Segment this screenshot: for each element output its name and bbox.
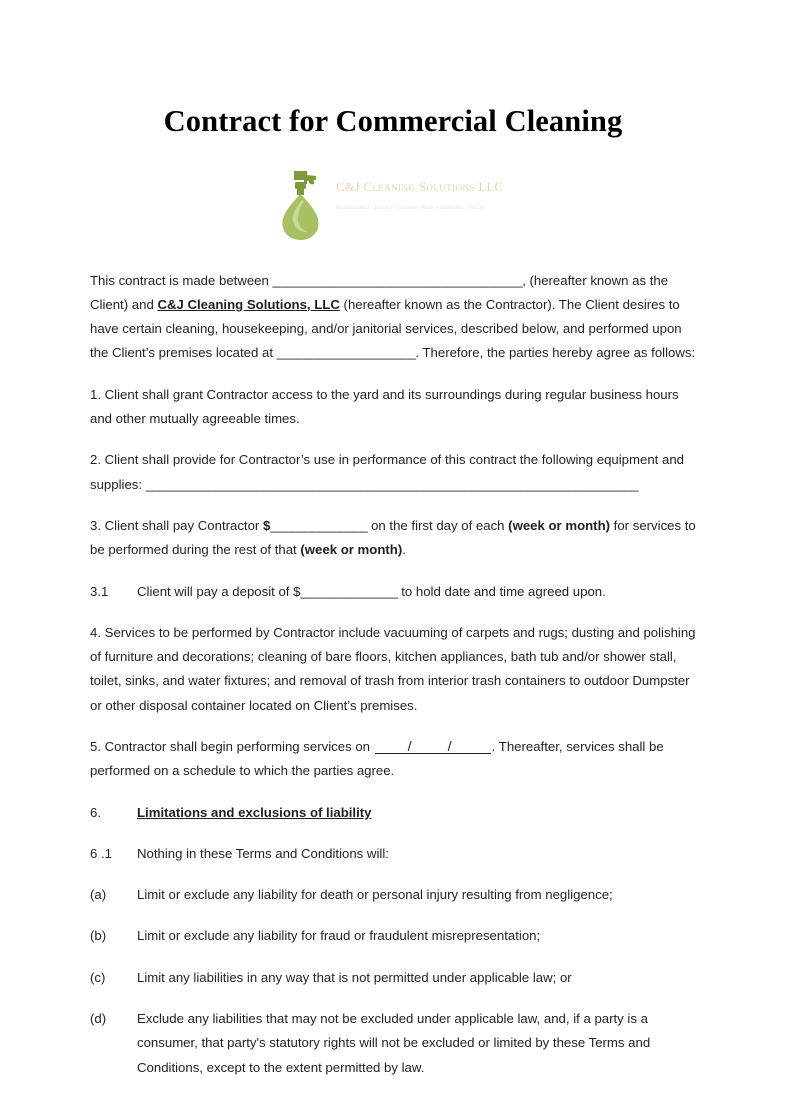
intro-part4: . Therefore, the parties hereby agree as follows: [415,345,696,361]
clause-3 [90,514,696,563]
clause-3-1-part2: to hold date and time agreed upon. [397,583,606,599]
clause-2 [90,448,696,497]
logo-company-name: C&J Cleaning Solutions LLC [336,179,504,194]
deposit-amount-blank[interactable]: ______________ [300,583,398,599]
clause-6-1-marker: 6 .1 [90,845,112,861]
clause-3-part4: . [402,542,406,558]
clause-4: 4. Services to be performed by Contractor include vacuuming of carpets and rugs; dusting and polishing of furniture and decorations; cleaning of bare floors, kitchen appliances, bath tub and/or shower stall, toilet, sinks, and water fixtures; and removal of trash from interior trash containers to outdoor Dumpster or other disposal container located on Client’s premises. [90,624,696,713]
clause-3-1-part1: Client will pay a deposit of $ [137,583,301,599]
item-text: Limit or exclude any liability for death or personal injury resulting from negligence; [137,887,613,903]
intro-paragraph [90,269,696,366]
clause-6-1-item-a [90,883,696,907]
intro-part3: (hereafter known as the Contractor). The Client desires to have certain cleaning, housekeeping, and/or janitorial services, described below, and performed upon the Client’s premises located at [90,296,682,361]
supplies-blank[interactable]: _______________________________________________________________________ [145,476,639,492]
intro-part1: This contract is made between [90,272,273,288]
clause-3-part3: for services to be performed during the rest of that [90,517,696,558]
clause-2-text: 2. Client shall provide for Contractor’s use in performance of this contract the following equipment and supplies: [90,452,684,492]
item-text: Limit or exclude any liability for fraud or fraudulent misrepresentation; [137,928,541,944]
clause-6-1 [90,842,696,866]
clause-3-1-marker: 3.1 [90,583,109,599]
clause-3-part1: 3. Client shall pay Contractor [90,517,263,533]
clause-6-1-body: Nothing in these Terms and Conditions will: [137,845,389,861]
clause-6-marker: 6. [90,804,101,820]
payment-amount-blank[interactable]: ______________ [270,517,368,533]
clause-6-1-item-d [90,1007,696,1080]
clause-3-period-option-1: (week or month) [508,517,611,533]
clause-5 [90,735,696,784]
item-text: Exclude any liabilities that may not be excluded under applicable law, and, if a party is a consumer, that party's statutory rights will not be excluded or limited by these Terms and Conditions, except to the extent permitted by law. [137,1011,651,1075]
item-marker: (c) [90,969,106,985]
clause-6-1-item-c [90,966,696,990]
item-marker: (a) [90,887,107,903]
clause-6 [90,801,696,825]
clause-6-heading: Limitations and exclusions of liability [137,804,372,820]
clause-3-part2: on the first day of each [367,517,509,533]
clause-3-dollar-sign: $ [262,517,271,533]
item-marker: (d) [90,1011,107,1027]
start-date-blank[interactable] [375,738,491,754]
spray-bottle-leaf-logo-icon [278,169,324,241]
clause-3-period-option-2: (week or month) [300,542,403,558]
intro-part2: , (hereafter known as the Client) and [90,272,669,312]
company-logo [90,167,696,247]
contract-body [90,269,696,1080]
page-title: Contract for Commercial Cleaning [163,104,623,138]
clause-5-part1: 5. Contractor shall begin performing services on [90,739,374,754]
logo-tagline: Professional Quality Cleaning With a Personal Touch [336,205,484,212]
document-content [90,0,696,1097]
clause-1: 1. Client shall grant Contractor access to the yard and its surroundings during regular business hours and other mutually agreeable times. [90,386,679,427]
clause-6-1-item-b [90,924,696,948]
date-slash-1: / [407,738,412,754]
clause-3-1-body [137,580,696,604]
item-marker: (b) [90,928,107,944]
item-text: Limit any liabilities in any way that is not permitted under applicable law; or [137,969,572,985]
premises-address-blank[interactable]: ____________________ [276,345,416,361]
clause-3-1 [90,580,696,604]
contractor-name: C&J Cleaning Solutions, LLC [157,296,340,312]
client-name-blank[interactable]: ____________________________________ [272,272,523,288]
clause-5-part2: . Thereafter, services shall be performed on a schedule to which the parties agree. [90,739,664,779]
date-slash-2: / [447,738,452,754]
